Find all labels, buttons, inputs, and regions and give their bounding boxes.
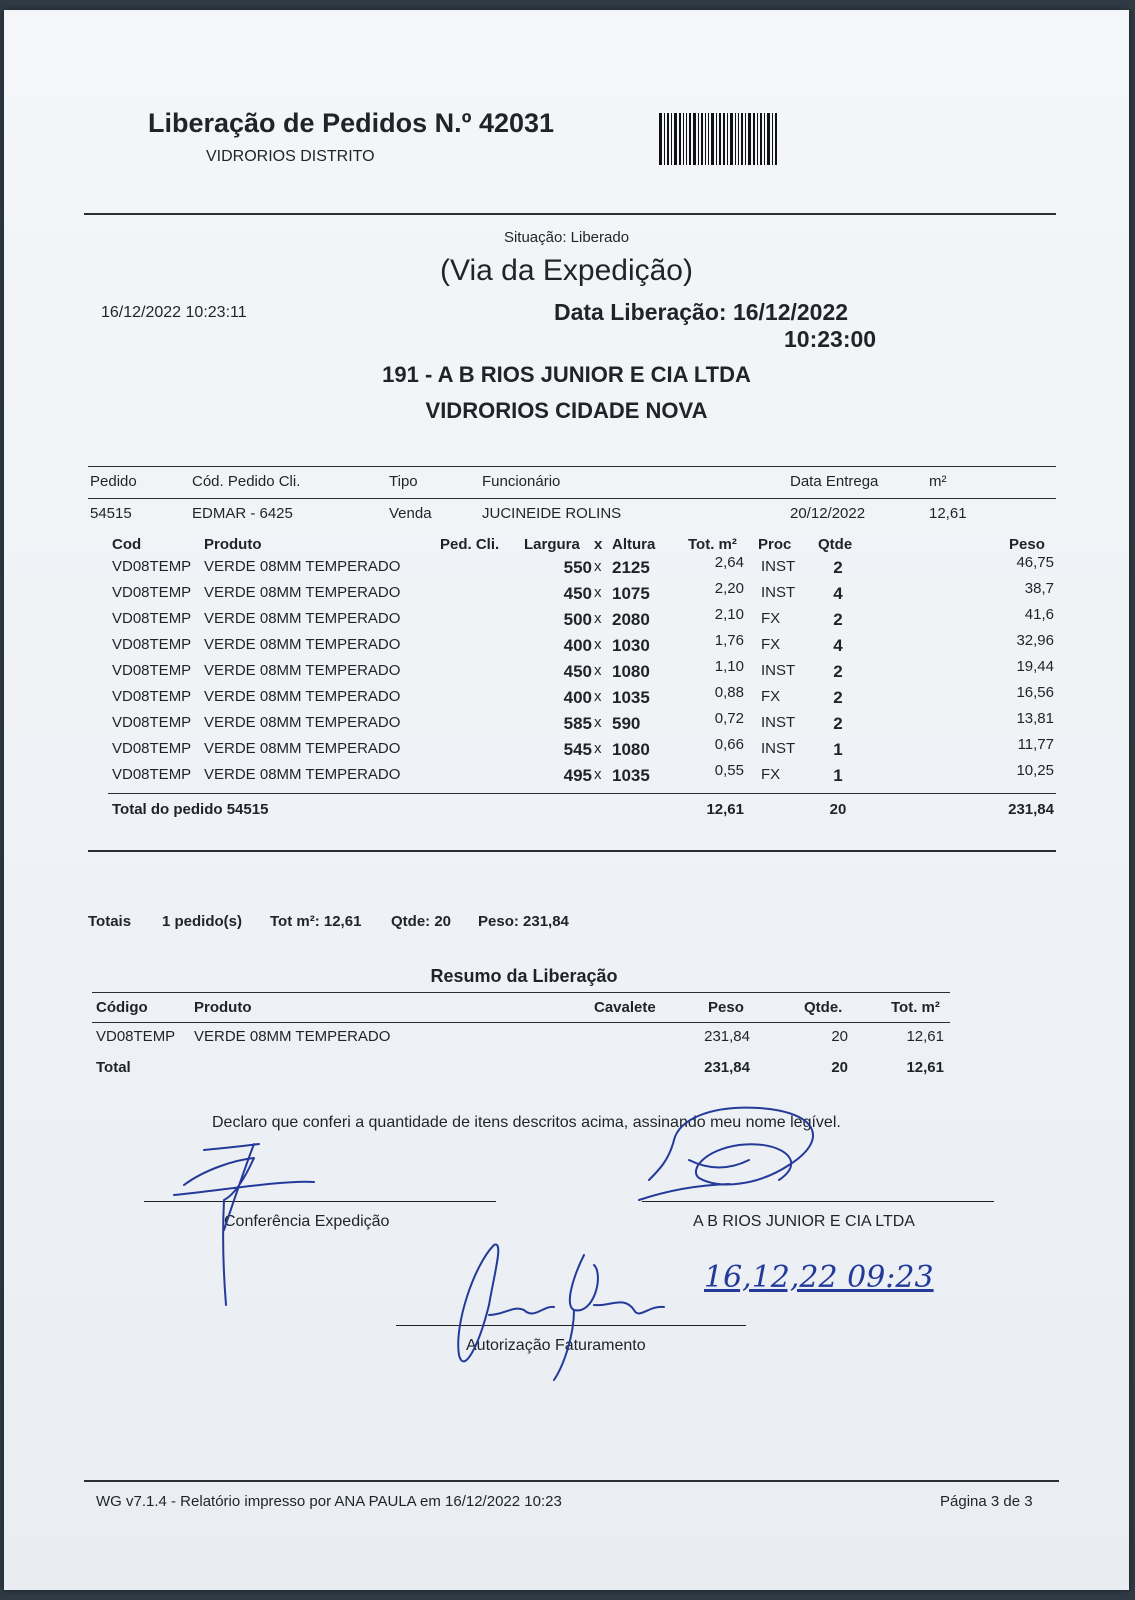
item-tot: 0,88 bbox=[714, 684, 744, 701]
barcode-bar bbox=[741, 113, 743, 165]
barcode-bar bbox=[701, 113, 703, 165]
col-cod: Cod bbox=[112, 536, 142, 553]
printed-datetime: 16/12/2022 10:23:11 bbox=[101, 304, 247, 321]
document-title: Liberação de Pedidos N.º 42031 bbox=[148, 108, 555, 138]
item-largura: 450 bbox=[563, 584, 592, 603]
item-largura: 400 bbox=[563, 636, 592, 655]
item-largura: 585 bbox=[563, 714, 592, 733]
summary-col-qtde: Qtde. bbox=[804, 999, 843, 1016]
declaration-text: Declaro que conferi a quantidade de itens descritos acima, assinando meu nome legível. bbox=[212, 1114, 841, 1131]
client-name: 191 - A B RIOS JUNIOR E CIA LTDA bbox=[382, 362, 751, 387]
item-cod: VD08TEMP bbox=[112, 558, 192, 575]
table-row bbox=[4, 632, 1129, 660]
item-altura: 590 bbox=[612, 714, 641, 733]
item-tot: 2,64 bbox=[714, 554, 744, 571]
item-x: x bbox=[594, 558, 602, 575]
col-pedido: Pedido bbox=[90, 473, 137, 490]
divider bbox=[88, 466, 1056, 467]
item-altura: 2125 bbox=[612, 558, 650, 577]
via-title: (Via da Expedição) bbox=[440, 254, 693, 287]
totals-m2: Tot m²: 12,61 bbox=[270, 913, 362, 930]
barcode-bar bbox=[745, 113, 746, 165]
item-tot: 2,10 bbox=[714, 606, 744, 623]
divider bbox=[92, 992, 950, 993]
order-total-qtde: 20 bbox=[829, 801, 847, 818]
summary-total-qtde: 20 bbox=[831, 1059, 848, 1076]
table-row bbox=[4, 580, 1129, 608]
order-pedido: 54515 bbox=[90, 505, 132, 522]
item-proc: FX bbox=[761, 688, 781, 705]
barcode-image bbox=[659, 113, 831, 165]
table-row bbox=[4, 606, 1129, 634]
summary-total-row bbox=[4, 1059, 1129, 1083]
item-altura: 1080 bbox=[612, 740, 650, 759]
table-row bbox=[4, 684, 1129, 712]
barcode-bar bbox=[708, 113, 709, 165]
totals-row bbox=[4, 913, 1129, 937]
col-peso: Peso bbox=[1009, 536, 1045, 553]
col-x: x bbox=[594, 536, 603, 553]
table-row bbox=[4, 658, 1129, 686]
item-produto: VERDE 08MM TEMPERADO bbox=[204, 740, 401, 757]
barcode-bar bbox=[767, 113, 770, 165]
item-tot: 0,72 bbox=[714, 710, 744, 727]
item-altura: 1035 bbox=[612, 688, 650, 707]
summary-total-tot: 12,61 bbox=[906, 1059, 944, 1076]
item-altura: 1030 bbox=[612, 636, 650, 655]
item-produto: VERDE 08MM TEMPERADO bbox=[204, 558, 401, 575]
item-x: x bbox=[594, 662, 602, 679]
col-ped-cli: Ped. Cli. bbox=[440, 536, 500, 553]
col-cod-cli: Cód. Pedido Cli. bbox=[192, 473, 301, 490]
item-largura: 550 bbox=[563, 558, 592, 577]
col-qtde: Qtde bbox=[818, 536, 853, 553]
item-proc: FX bbox=[761, 636, 781, 653]
table-row bbox=[4, 736, 1129, 764]
divider bbox=[92, 1022, 950, 1023]
handwritten-date: 16,12,22 09:23 bbox=[704, 1260, 934, 1295]
order-m2: 12,61 bbox=[929, 505, 967, 522]
item-largura: 495 bbox=[563, 766, 592, 785]
item-proc: INST bbox=[761, 714, 796, 731]
item-peso: 41,6 bbox=[1024, 606, 1054, 623]
summary-col-codigo: Código bbox=[96, 999, 148, 1016]
item-produto: VERDE 08MM TEMPERADO bbox=[204, 714, 401, 731]
col-m2: m² bbox=[929, 473, 947, 490]
item-qtde: 1 bbox=[833, 766, 843, 785]
item-proc: FX bbox=[761, 766, 781, 783]
item-cod: VD08TEMP bbox=[112, 714, 192, 731]
item-peso: 32,96 bbox=[1016, 632, 1054, 649]
barcode-bar bbox=[719, 113, 721, 165]
barcode-bar bbox=[757, 113, 758, 165]
item-peso: 16,56 bbox=[1016, 684, 1054, 701]
col-tipo: Tipo bbox=[389, 473, 418, 490]
item-cod: VD08TEMP bbox=[112, 584, 192, 601]
item-tot: 2,20 bbox=[714, 580, 744, 597]
item-cod: VD08TEMP bbox=[112, 662, 192, 679]
item-produto: VERDE 08MM TEMPERADO bbox=[204, 662, 401, 679]
col-data-entrega: Data Entrega bbox=[790, 473, 879, 490]
release-time: 10:23:00 bbox=[784, 326, 877, 352]
situation-text: Situação: Liberado bbox=[503, 229, 630, 246]
totals-qtde: Qtde: 20 bbox=[391, 913, 452, 930]
order-funcionario: JUCINEIDE ROLINS bbox=[482, 505, 622, 522]
table-row bbox=[4, 710, 1129, 738]
summary-col-produto: Produto bbox=[194, 999, 252, 1016]
item-produto: VERDE 08MM TEMPERADO bbox=[204, 584, 401, 601]
barcode-bar bbox=[693, 113, 696, 165]
item-tot: 0,55 bbox=[714, 762, 744, 779]
item-peso: 10,25 bbox=[1016, 762, 1054, 779]
item-proc: FX bbox=[761, 610, 781, 627]
item-largura: 400 bbox=[563, 688, 592, 707]
barcode-bar bbox=[671, 113, 672, 165]
barcode-bar bbox=[723, 113, 725, 165]
order-total-row bbox=[4, 801, 1129, 825]
item-qtde: 4 bbox=[833, 636, 843, 655]
order-total-m2: 12,61 bbox=[706, 801, 744, 818]
barcode-bar bbox=[738, 113, 739, 165]
item-cod: VD08TEMP bbox=[112, 636, 192, 653]
barcode-bar bbox=[659, 113, 662, 165]
item-cod: VD08TEMP bbox=[112, 766, 192, 783]
item-largura: 545 bbox=[563, 740, 592, 759]
summary-qtde: 20 bbox=[831, 1028, 848, 1045]
barcode-bar bbox=[686, 113, 687, 165]
order-total-label: Total do pedido 54515 bbox=[112, 801, 269, 818]
client-signature-label: A B RIOS JUNIOR E CIA LTDA bbox=[693, 1213, 915, 1230]
barcode-bar bbox=[698, 113, 699, 165]
divider bbox=[84, 1480, 1059, 1482]
item-produto: VERDE 08MM TEMPERADO bbox=[204, 688, 401, 705]
summary-produto: VERDE 08MM TEMPERADO bbox=[194, 1028, 391, 1045]
summary-col-tot: Tot. m² bbox=[891, 999, 940, 1016]
col-funcionario: Funcionário bbox=[482, 473, 561, 490]
item-x: x bbox=[594, 610, 602, 627]
item-cod: VD08TEMP bbox=[112, 688, 192, 705]
totals-label: Totais bbox=[88, 913, 132, 930]
barcode-bar bbox=[772, 113, 773, 165]
barcode-bar bbox=[705, 113, 706, 165]
signature-conferencia-image bbox=[164, 1140, 324, 1310]
item-proc: INST bbox=[761, 662, 796, 679]
barcode-bar bbox=[760, 113, 762, 165]
col-altura: Altura bbox=[612, 536, 656, 553]
autorizacao-label: Autorização Faturamento bbox=[466, 1337, 646, 1354]
item-peso: 19,44 bbox=[1016, 658, 1054, 675]
barcode-bar bbox=[753, 113, 755, 165]
item-proc: INST bbox=[761, 740, 796, 757]
item-qtde: 2 bbox=[833, 610, 843, 629]
summary-header-row bbox=[4, 999, 1129, 1023]
summary-total-label: Total bbox=[96, 1059, 131, 1076]
item-tot: 1,76 bbox=[714, 632, 744, 649]
divider bbox=[88, 498, 1056, 499]
barcode-bar bbox=[748, 113, 751, 165]
order-header-row bbox=[4, 473, 1129, 497]
footer-page: Página 3 de 3 bbox=[940, 1493, 1033, 1510]
document-page bbox=[4, 10, 1129, 1590]
table-row bbox=[4, 554, 1129, 582]
conferencia-label: Conferência Expedição bbox=[224, 1213, 390, 1230]
item-largura: 500 bbox=[563, 610, 592, 629]
order-row bbox=[4, 505, 1129, 529]
item-altura: 1035 bbox=[612, 766, 650, 785]
item-peso: 38,7 bbox=[1024, 580, 1054, 597]
signature-client-image bbox=[629, 1100, 849, 1220]
item-tot: 1,10 bbox=[714, 658, 744, 675]
barcode-bar bbox=[711, 113, 714, 165]
totals-peso: Peso: 231,84 bbox=[478, 913, 569, 930]
item-produto: VERDE 08MM TEMPERADO bbox=[204, 610, 401, 627]
item-peso: 13,81 bbox=[1016, 710, 1054, 727]
item-produto: VERDE 08MM TEMPERADO bbox=[204, 636, 401, 653]
table-row bbox=[4, 762, 1129, 790]
item-x: x bbox=[594, 740, 602, 757]
item-largura: 450 bbox=[563, 662, 592, 681]
item-cod: VD08TEMP bbox=[112, 740, 192, 757]
item-x: x bbox=[594, 766, 602, 783]
barcode-bar bbox=[716, 113, 717, 165]
item-proc: INST bbox=[761, 558, 796, 575]
summary-title: Resumo da Liberação bbox=[430, 966, 618, 986]
summary-tot: 12,61 bbox=[906, 1028, 944, 1045]
order-total-peso: 231,84 bbox=[1008, 801, 1054, 818]
item-altura: 1080 bbox=[612, 662, 650, 681]
items-header-row bbox=[4, 536, 1129, 560]
item-x: x bbox=[594, 688, 602, 705]
order-data-entrega: 20/12/2022 bbox=[790, 505, 866, 522]
barcode-bar bbox=[667, 113, 669, 165]
item-tot: 0,66 bbox=[714, 736, 744, 753]
barcode-bar bbox=[664, 113, 665, 165]
signature-autorizacao-image bbox=[434, 1235, 674, 1385]
summary-total-peso: 231,84 bbox=[704, 1059, 750, 1076]
item-qtde: 1 bbox=[833, 740, 843, 759]
summary-codigo: VD08TEMP bbox=[96, 1028, 176, 1045]
summary-col-cavalete: Cavalete bbox=[594, 999, 656, 1016]
summary-peso: 231,84 bbox=[704, 1028, 750, 1045]
col-largura: Largura bbox=[524, 536, 580, 553]
item-qtde: 2 bbox=[833, 688, 843, 707]
item-x: x bbox=[594, 714, 602, 731]
barcode-bar bbox=[674, 113, 677, 165]
item-altura: 2080 bbox=[612, 610, 650, 629]
divider bbox=[88, 850, 1056, 852]
footer-printed-by: WG v7.1.4 - Relatório impresso por ANA PAULA em 16/12/2022 10:23 bbox=[96, 1493, 562, 1510]
item-qtde: 4 bbox=[833, 584, 843, 603]
order-cod-cli: EDMAR - 6425 bbox=[192, 505, 293, 522]
barcode-bar bbox=[735, 113, 736, 165]
summary-row bbox=[4, 1028, 1129, 1052]
item-proc: INST bbox=[761, 584, 796, 601]
divider bbox=[108, 793, 1056, 794]
item-x: x bbox=[594, 636, 602, 653]
item-produto: VERDE 08MM TEMPERADO bbox=[204, 766, 401, 783]
client-store: VIDRORIOS CIDADE NOVA bbox=[425, 398, 708, 423]
totals-pedidos: 1 pedido(s) bbox=[162, 913, 243, 930]
item-qtde: 2 bbox=[833, 662, 843, 681]
barcode-bar bbox=[679, 113, 681, 165]
item-qtde: 2 bbox=[833, 558, 843, 577]
order-tipo: Venda bbox=[389, 505, 432, 522]
summary-col-peso: Peso bbox=[708, 999, 744, 1016]
col-tot-m2: Tot. m² bbox=[688, 536, 737, 553]
barcode-bar bbox=[689, 113, 691, 165]
item-x: x bbox=[594, 584, 602, 601]
barcode-bar bbox=[727, 113, 728, 165]
release-date: Data Liberação: 16/12/2022 bbox=[554, 299, 849, 325]
divider bbox=[84, 213, 1056, 215]
item-altura: 1075 bbox=[612, 584, 650, 603]
company-name: VIDRORIOS DISTRITO bbox=[206, 148, 375, 165]
barcode-bar bbox=[683, 113, 684, 165]
barcode-bar bbox=[764, 113, 765, 165]
barcode-bar bbox=[730, 113, 733, 165]
item-peso: 11,77 bbox=[1017, 736, 1054, 753]
item-cod: VD08TEMP bbox=[112, 610, 192, 627]
item-qtde: 2 bbox=[833, 714, 843, 733]
item-peso: 46,75 bbox=[1016, 554, 1054, 571]
col-produto: Produto bbox=[204, 536, 262, 553]
barcode-bar bbox=[775, 113, 777, 165]
col-proc: Proc bbox=[758, 536, 792, 553]
